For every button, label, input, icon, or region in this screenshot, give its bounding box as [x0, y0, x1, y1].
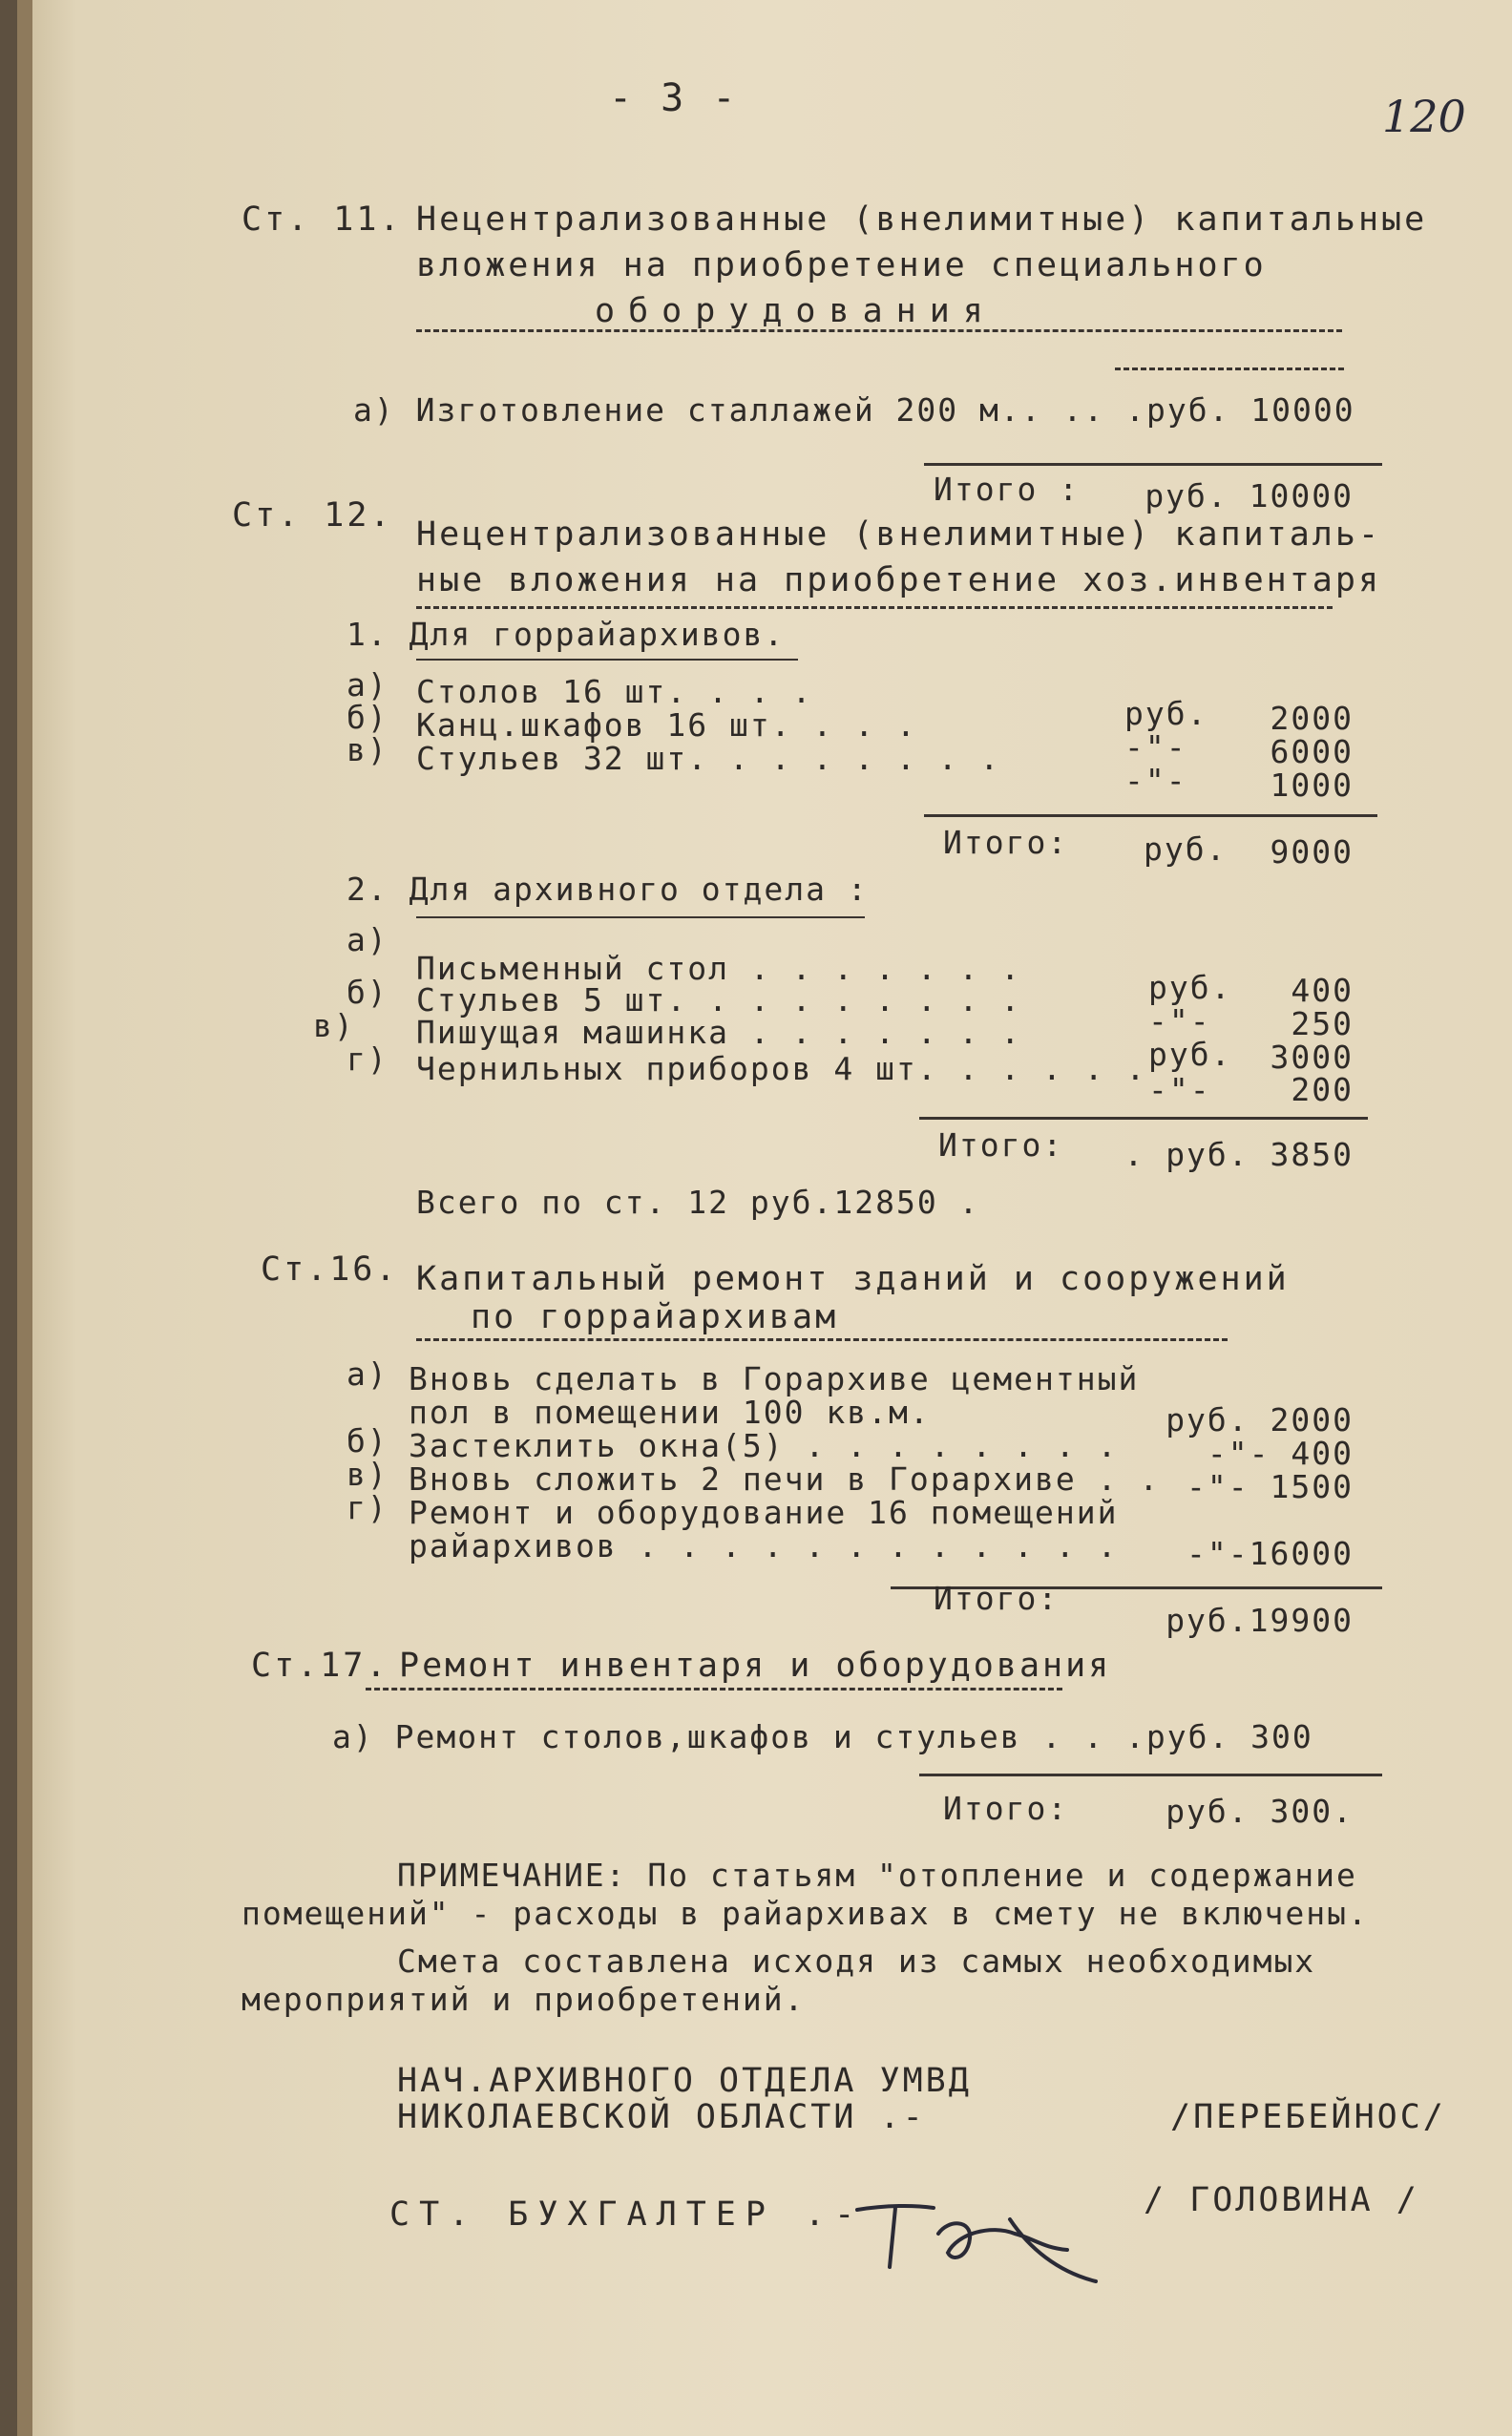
st16-item-c: Вновь сложить 2 печи в Горархиве . .: [409, 1460, 1161, 1498]
st12-sec1-item-c: Стульев 32 шт. . . . . . . .: [416, 740, 1001, 777]
st12-sec1-value-b: 6000: [1270, 733, 1354, 770]
st16-letter-c: в): [346, 1456, 388, 1493]
st12-sec2-item-a: Письменный стол . . . . . . .: [416, 950, 1022, 987]
st17-item-a: а) Ремонт столов,шкафов и стульев . . .руб. 300: [332, 1718, 1313, 1755]
st16-letter-d: г): [346, 1489, 388, 1526]
st12-sec1-unit-c: -"-: [1124, 762, 1187, 799]
accountant-title: СТ. БУХГАЛТЕР .-: [389, 2195, 865, 2234]
st12-sec1-item-b: Канц.шкафов 16 шт. . . .: [416, 706, 917, 744]
st12-sec2-unit-b: -"-: [1148, 1002, 1211, 1040]
st12-sec1-total-unit: руб.: [1144, 830, 1228, 868]
note-line-2: помещений" - расходы в райархивах в смету не включены.: [242, 1895, 1369, 1932]
st17-title-underline: [366, 1688, 1062, 1690]
st12-sec2-value-a: 400: [1291, 972, 1354, 1009]
st11-total-rule: [924, 463, 1382, 466]
st12-sec1-value-c: 1000: [1270, 766, 1354, 804]
st11-item-a: а) Изготовление сталлажей 200 м.. .. .руб. 10000: [353, 391, 1355, 429]
st12-sec2-item-d: Чернильных приборов 4 шт. . . . . .: [416, 1050, 1147, 1087]
st16-item-a-1: Вновь сделать в Горархиве цементный: [409, 1360, 1140, 1397]
st12-sec2-total-value: . руб. 3850: [1124, 1136, 1354, 1173]
st12-sec2-letter-b: б): [346, 974, 388, 1011]
st12-title-2: ные вложения на приобретение хоз.инвентаря: [416, 561, 1382, 599]
st16-value-a: руб. 2000: [1166, 1401, 1354, 1438]
chief-title-2: НИКОЛАЕВСКОЙ ОБЛАСТИ .-: [397, 2098, 926, 2136]
st12-sec1-heading-underline: [416, 659, 798, 661]
accountant-name: / ГОЛОВИНА /: [1144, 2181, 1419, 2219]
folio-number: 120: [1382, 91, 1466, 142]
handwritten-signature: [848, 2181, 1115, 2286]
st12-title-underline: [416, 606, 1333, 609]
st11-title-line: [1115, 368, 1344, 370]
st12-sec1-unit-b: -"-: [1124, 728, 1187, 766]
note-line-1: ПРИМЕЧАНИЕ: По статьям "отопление и содержание: [397, 1857, 1357, 1894]
st12-sec2-heading-underline: [416, 916, 865, 918]
chief-title-1: НАЧ.АРХИВНОГО ОТДЕЛА УМВД: [397, 2062, 972, 2100]
st12-sec2-value-b: 250: [1291, 1005, 1354, 1042]
page-edge: [17, 0, 32, 2436]
st12-sec2-unit-d: -"-: [1148, 1071, 1211, 1108]
st16-value-d: -"-16000: [1186, 1535, 1354, 1572]
st12-sec1-value-a: 2000: [1270, 700, 1354, 737]
st12-sec2-total-rule: [919, 1117, 1368, 1120]
st12-sec1-unit-a: руб.: [1124, 695, 1208, 732]
st12-sec1-total-value: 9000: [1270, 833, 1354, 871]
st16-title-1: Капитальный ремонт зданий и сооружений: [416, 1260, 1290, 1298]
st16-code: Ст.16.: [261, 1250, 399, 1289]
st16-title-2: по горрайархивам: [471, 1298, 839, 1336]
st16-value-c: -"- 1500: [1186, 1468, 1354, 1505]
st11-total-label: Итого :: [934, 471, 1081, 508]
st12-title-1: Нецентрализованные (внелимитные) капиталь-: [416, 515, 1382, 554]
st12-sec1-letter-b: б): [346, 699, 388, 736]
st12-sec2-letter-d: г): [346, 1040, 388, 1078]
st16-item-a-2: пол в помещении 100 кв.м.: [409, 1394, 931, 1431]
st16-total-value: руб.19900: [1166, 1602, 1354, 1639]
st16-title-underline: [416, 1338, 1228, 1341]
st12-sec2-letter-a: а): [346, 921, 388, 958]
st17-total-rule: [919, 1774, 1382, 1776]
st12-sec2-total-label: Итого:: [938, 1126, 1064, 1164]
st16-item-d-1: Ремонт и оборудование 16 помещений: [409, 1494, 1119, 1531]
st12-sec2-unit-c: руб.: [1148, 1036, 1232, 1073]
st12-sec2-value-d: 200: [1291, 1071, 1354, 1108]
st12-sec1-letter-a: а): [346, 666, 388, 704]
document-page: [17, 0, 1512, 2436]
st12-sec1-total-label: Итого:: [943, 824, 1069, 861]
st17-total-value: руб. 300.: [1166, 1793, 1354, 1830]
st11-title-2: вложения на приобретение специального: [416, 246, 1267, 284]
st16-item-d-2: райархивов . . . . . . . . . . . .: [409, 1527, 1119, 1564]
st12-sec2-unit-a: руб.: [1148, 969, 1232, 1006]
st12-sec1-item-a: Столов 16 шт. . . .: [416, 673, 813, 710]
st11-code: Ст. 11.: [242, 200, 403, 239]
note-line-4: мероприятий и приобретений.: [242, 1981, 806, 2018]
st16-total-label: Итого:: [934, 1580, 1060, 1617]
st16-value-b: -"- 400: [1207, 1435, 1354, 1472]
st12-code: Ст. 12.: [232, 496, 393, 535]
st16-letter-a: а): [346, 1355, 388, 1393]
st12-sec2-heading: 2. Для архивного отдела :: [346, 871, 869, 908]
st17-total-label: Итого:: [943, 1790, 1069, 1827]
page-number: - 3 -: [609, 76, 739, 120]
st17-title: Ремонт инвентаря и оборудования: [399, 1647, 1112, 1685]
st12-sec1-letter-c: в): [346, 731, 388, 768]
st11-title-1: Нецентрализованные (внелимитные) капитальные: [416, 200, 1428, 239]
st11-total-value: руб. 10000: [1144, 477, 1354, 514]
st12-sec2-item-c: Пишущая машинка . . . . . . .: [416, 1014, 1022, 1051]
st12-sec2-item-b: Стульев 5 шт. . . . . . . . .: [416, 981, 1022, 1018]
st12-grand-total: Всего по ст. 12 руб.12850 .: [416, 1184, 980, 1221]
st16-letter-b: б): [346, 1422, 388, 1460]
chief-name: /ПЕРЕБЕЙНОС/: [1170, 2098, 1446, 2136]
note-line-3: Смета составлена исходя из самых необходимых: [397, 1942, 1316, 1980]
st16-item-b: Застеклить окна(5) . . . . . . . .: [409, 1427, 1119, 1464]
st12-sec2-letter-c: в): [313, 1007, 355, 1044]
st12-sec2-value-c: 3000: [1270, 1039, 1354, 1076]
st11-title-underline: [416, 329, 1342, 332]
st12-sec1-total-rule: [924, 814, 1377, 817]
st17-code: Ст.17.: [251, 1647, 389, 1685]
st11-title-3: оборудования: [595, 292, 997, 330]
st12-sec1-heading: 1. Для горрайархивов.: [346, 616, 786, 653]
